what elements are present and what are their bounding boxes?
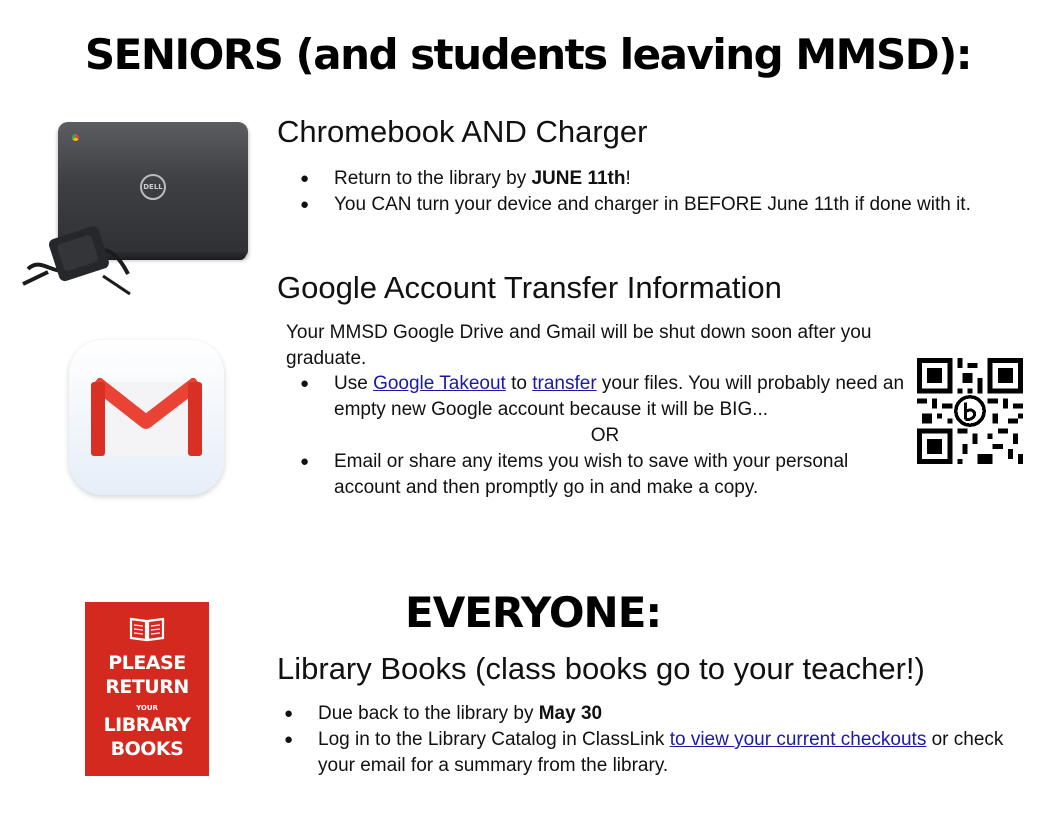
chrome-logo-icon	[72, 134, 79, 141]
poster-line: YOUR	[136, 704, 158, 712]
google-list	[286, 371, 914, 423]
list-item: ● Return to the library by JUNE 11th!	[286, 166, 1006, 192]
list-item: ● You CAN turn your device and charger in BEFORE June 11th if done with it.	[286, 192, 1006, 218]
due-date: JUNE 11th	[531, 168, 626, 189]
due-date: May 30	[538, 703, 603, 724]
dell-logo: DELL	[140, 174, 166, 200]
list-item: ● Email or share any items you wish to save with your personal account and then promptly go in and make a copy.	[286, 449, 886, 501]
list-item: ● Log in to the Library Catalog in ClassLink to view your current checkouts or check your email for a summary from the library.	[270, 727, 1010, 779]
chromebook-heading: Chromebook AND Charger	[277, 114, 648, 149]
gmail-envelope-icon	[91, 378, 202, 460]
chromebook-list	[286, 166, 1006, 218]
google-heading: Google Account Transfer Information	[277, 270, 782, 305]
google-list-2	[286, 449, 886, 501]
transfer-link[interactable]: transfer	[532, 373, 597, 394]
google-intro: Your MMSD Google Drive and Gmail will be shut down soon after you graduate.	[286, 322, 872, 369]
charger-icon	[18, 214, 138, 304]
list-item: ● Use Google Takeout to transfer your files. You will probably need an empty new Google account because it will be BIG...	[286, 371, 914, 423]
poster-line: PLEASE	[108, 652, 186, 674]
poster-line: RETURN	[105, 676, 189, 698]
everyone-heading: EVERYONE:	[405, 588, 662, 637]
view-checkouts-link[interactable]: to view your current checkouts	[669, 729, 927, 750]
page-title: SENIORS (and students leaving MMSD):	[84, 30, 972, 79]
please-return-library-books-poster	[85, 602, 209, 776]
gmail-icon	[69, 340, 224, 495]
library-heading: Library Books (class books go to your teacher!)	[277, 651, 925, 686]
poster-line: LIBRARY	[103, 714, 191, 736]
qr-code[interactable]	[917, 358, 1023, 464]
poster-line: BOOKS	[110, 738, 184, 760]
or-separator: OR	[590, 425, 620, 446]
google-takeout-link[interactable]: Google Takeout	[373, 373, 506, 394]
library-list	[270, 701, 1010, 779]
list-item: ● Due back to the library by May 30	[270, 701, 1010, 727]
book-icon	[129, 616, 165, 642]
